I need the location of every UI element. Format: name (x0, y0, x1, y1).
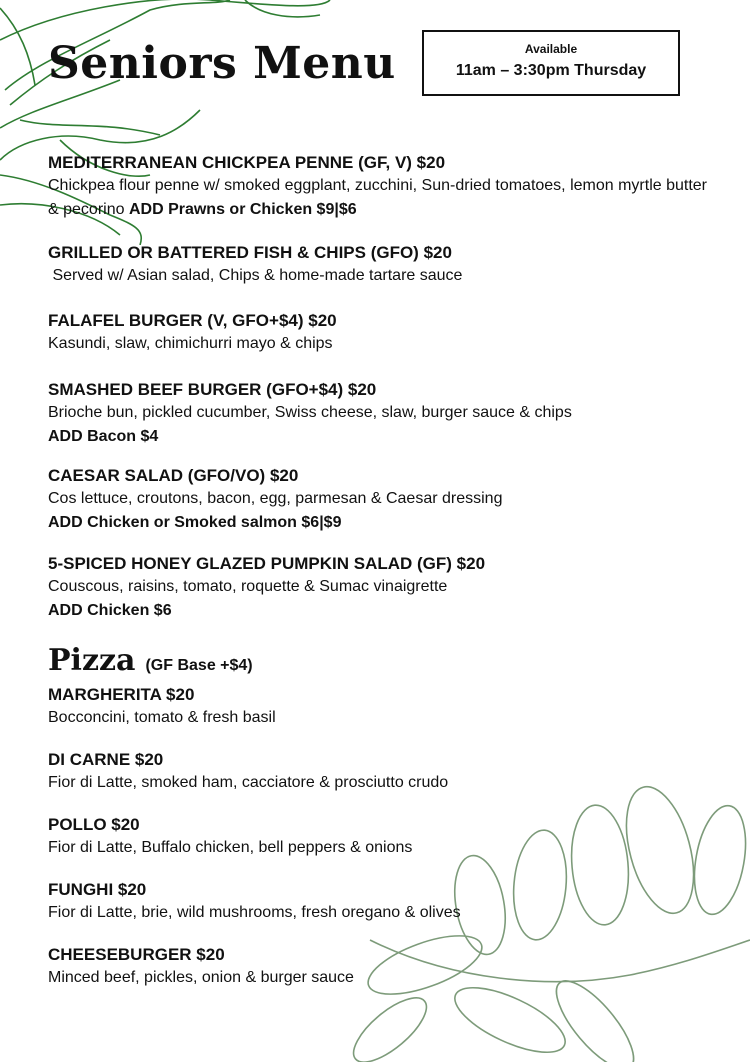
pizza-item-name: CHEESEBURGER $20 (48, 945, 225, 964)
pizza-item (48, 814, 708, 860)
pizza-item-name: MARGHERITA $20 (48, 685, 195, 704)
menu-item-description: Cos lettuce, croutons, bacon, egg, parmesan & Caesar dressing (48, 490, 503, 507)
pizza-section-heading (48, 643, 253, 678)
pizza-title: Pizza (48, 643, 136, 678)
pizza-item (48, 879, 708, 925)
menu-item-description: Couscous, raisins, tomato, roquette & Sumac vinaigrette (48, 578, 448, 595)
menu-item-description: Brioche bun, pickled cucumber, Swiss cheese, slaw, burger sauce & chips (48, 404, 572, 421)
menu-item-addon: ADD Bacon $4 (48, 428, 159, 445)
menu-item-addon: ADD Chicken $6 (48, 602, 172, 619)
pizza-item-description: Fior di Latte, brie, wild mushrooms, fresh oregano & olives (48, 904, 461, 921)
pizza-item-name: FUNGHI $20 (48, 880, 147, 899)
menu-item (48, 465, 708, 535)
menu-item-description: Chickpea flour penne w/ smoked eggplant, zucchini, Sun-dried tomatoes, lemon myrtle butter & pecorino ADD Prawns or Chicken $9|$6 (48, 177, 708, 218)
pizza-item-description: Bocconcini, tomato & fresh basil (48, 709, 276, 726)
menu-item-name: SMASHED BEEF BURGER (GFO+$4) $20 (48, 380, 377, 399)
menu-item-name: GRILLED OR BATTERED FISH & CHIPS (GFO) $20 (48, 243, 452, 262)
menu-item-name: MEDITERRANEAN CHICKPEA PENNE (GF, V) $20 (48, 153, 446, 172)
pizza-item-name: POLLO $20 (48, 815, 140, 834)
availability-label: Available (524, 42, 578, 56)
pizza-base-note: (GF Base +$4) (145, 657, 253, 674)
pizza-item-description: Minced beef, pickles, onion & burger sauce (48, 969, 354, 986)
menu-item-name: FALAFEL BURGER (V, GFO+$4) $20 (48, 311, 337, 330)
pizza-item-name: DI CARNE $20 (48, 750, 164, 769)
menu-item (48, 553, 708, 623)
availability-box (422, 30, 680, 96)
availability-hours: 11am – 3:30pm Thursday (455, 62, 647, 79)
menu-item (48, 152, 708, 222)
menu-item-description: Served w/ Asian salad, Chips & home-made tartare sauce (48, 267, 463, 284)
menu-item-name: CAESAR SALAD (GFO/VO) $20 (48, 466, 299, 485)
menu-item (48, 242, 708, 288)
menu-item (48, 379, 708, 449)
pizza-item (48, 684, 708, 730)
pizza-item-description: Fior di Latte, smoked ham, cacciatore & prosciutto crudo (48, 774, 449, 791)
menu-title: Seniors Menu (48, 38, 396, 89)
menu-item-name: 5-SPICED HONEY GLAZED PUMPKIN SALAD (GF) $20 (48, 554, 486, 573)
pizza-item (48, 749, 708, 795)
menu-item (48, 310, 708, 356)
menu-item-addon: ADD Chicken or Smoked salmon $6|$9 (48, 514, 342, 531)
pizza-item (48, 944, 708, 990)
pizza-item-description: Fior di Latte, Buffalo chicken, bell peppers & onions (48, 839, 413, 856)
menu-item-description: Kasundi, slaw, chimichurri mayo & chips (48, 335, 333, 352)
menu-item-addon: ADD Prawns or Chicken $9|$6 (128, 201, 357, 218)
